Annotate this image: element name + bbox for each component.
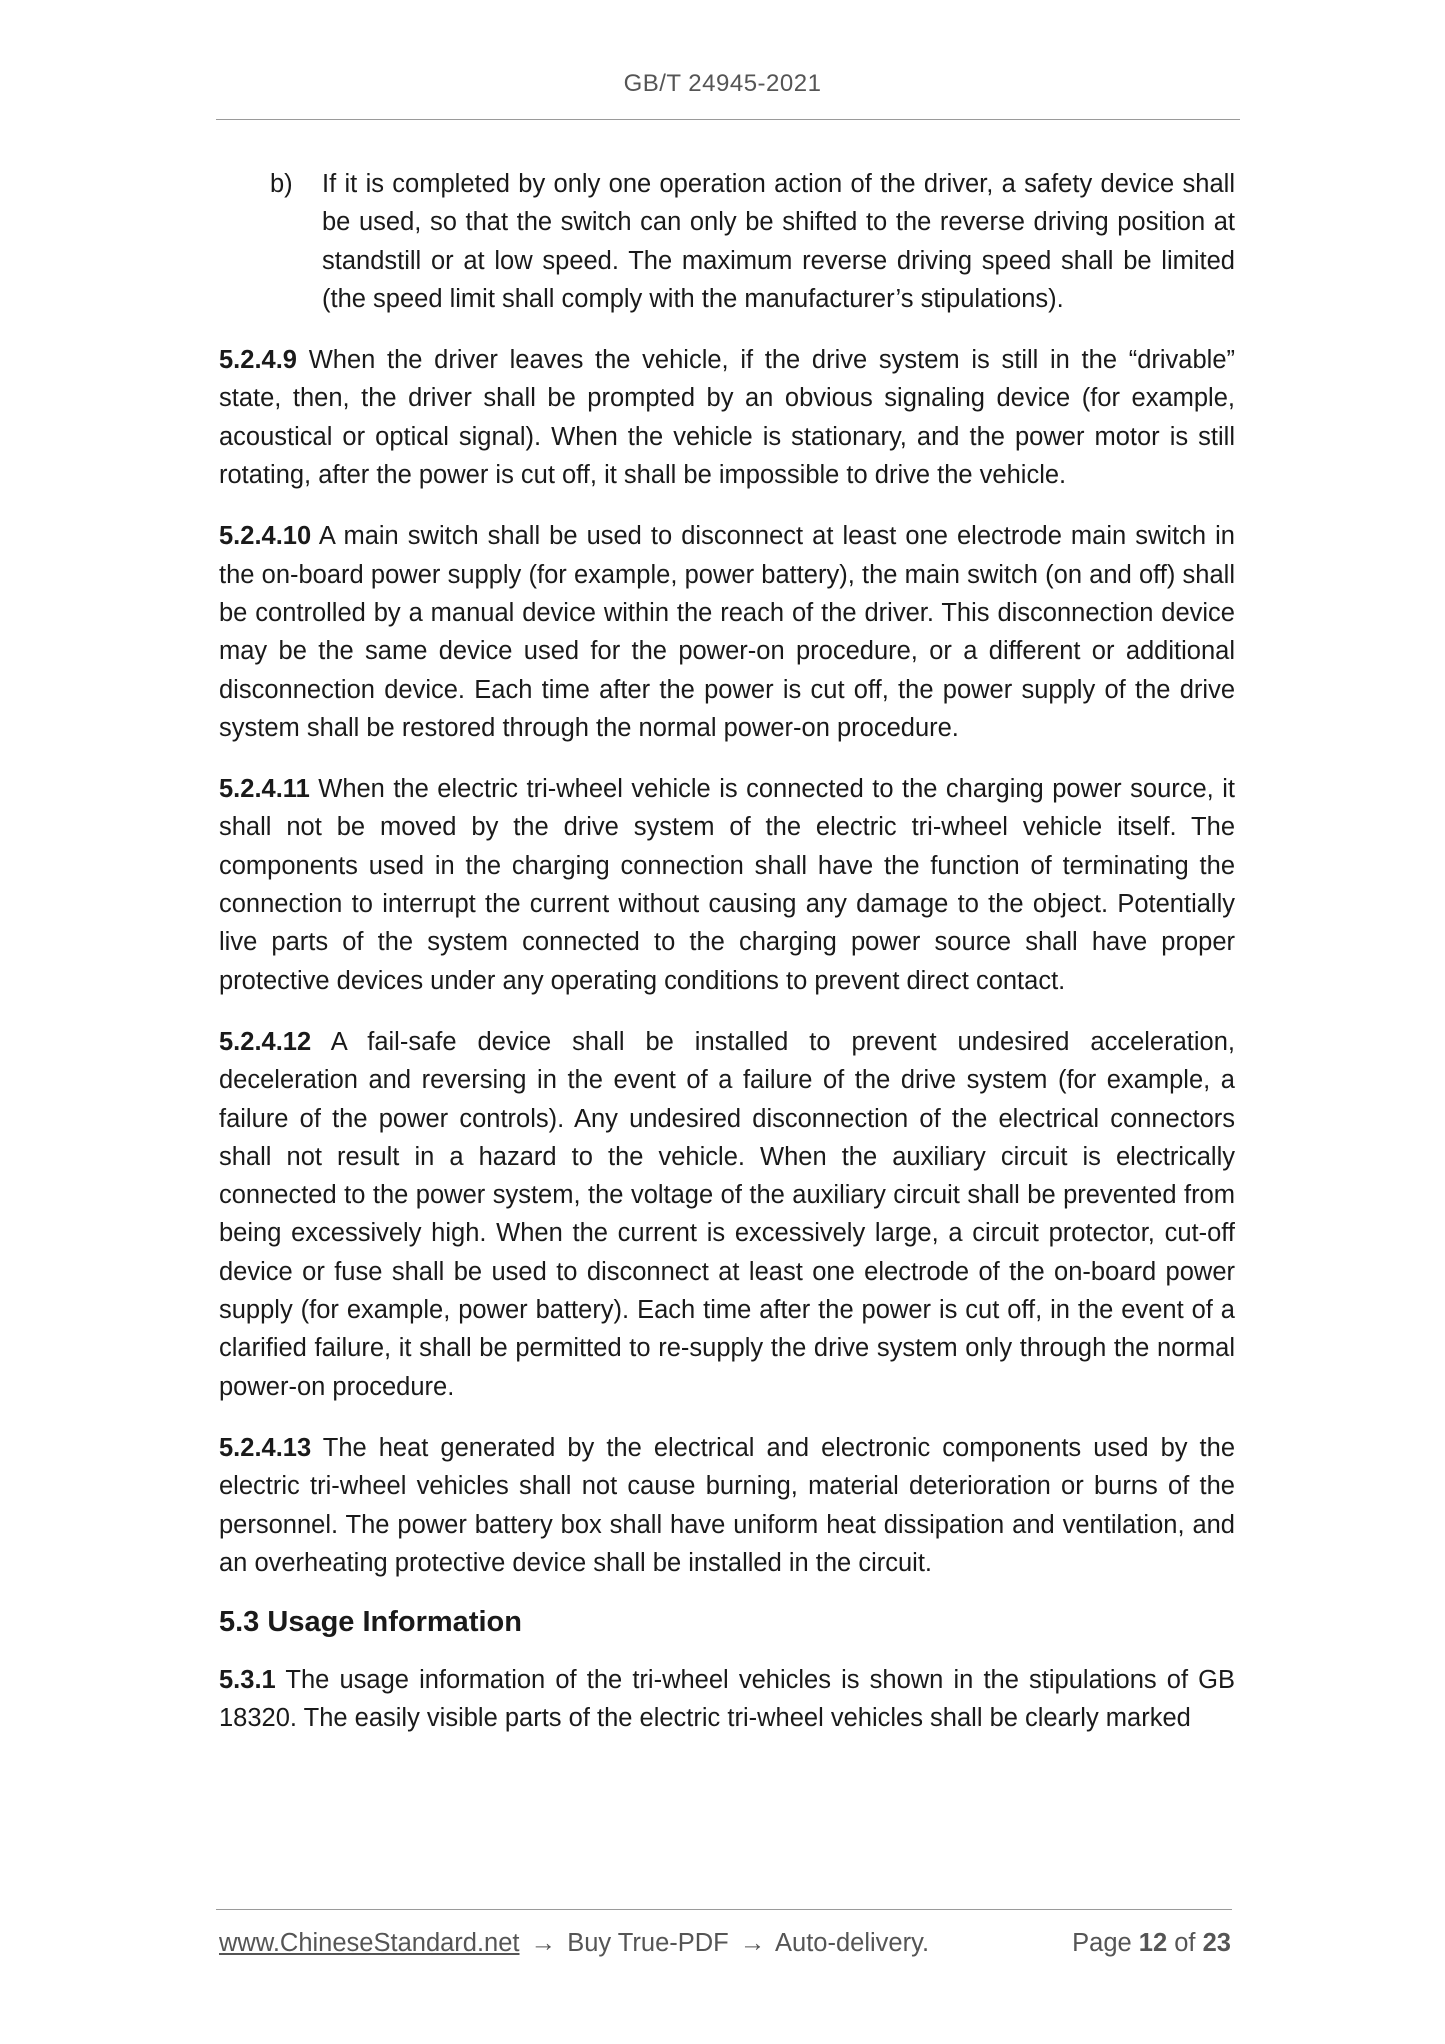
clause-5-2-4-10: [219, 517, 1235, 747]
page-label: Page: [1072, 1929, 1132, 1957]
list-marker: b): [270, 170, 293, 198]
clause-text: The usage information of the tri-wheel vehicles is shown in the stipulations of GB 18320. The easily visible parts of the electric tri-wheel vehicles shall be clearly marked: [219, 1666, 1235, 1733]
clause-text: A fail-safe device shall be installed to prevent undesired acceleration, deceleration and reversing in the event of a failure of the drive system (for example, a failure of the power controls). Any undesired disconnection of the electrical connectors shall not result in a hazard to the vehicle. When the auxiliary circuit is electrically connected to the power system, the voltage of the auxiliary circuit shall be prevented from being excessively high. When the current is excessively large, a circuit protector, cut-off device or fuse shall be used to disconnect at least one electrode of the on-board power supply (for example, power battery). Each time after the power is cut off, in the event of a clarified failure, it shall be permitted to re-supply the drive system only through the normal power-on procedure.: [219, 1027, 1235, 1401]
clause-number: 5.2.4.13: [219, 1433, 312, 1462]
clause-5-2-4-11: [219, 770, 1235, 1000]
clause-5-3-1: [219, 1661, 1235, 1738]
clause-5-2-4-13: [219, 1429, 1235, 1582]
document-code-header: GB/T 24945-2021: [623, 70, 822, 97]
clause-text: When the driver leaves the vehicle, if the drive system is still in the “drivable” state, then, the driver shall be prompted by an obvious signaling device (for example, acoustical or optical signal). When the vehicle is stationary, and the power motor is still rotating, after the power is cut off, it shall be impossible to drive the vehicle.: [219, 346, 1235, 490]
clause-number: 5.2.4.10: [219, 522, 312, 551]
section-heading-5-3: 5.3 Usage Information: [219, 1606, 522, 1639]
arrow-right-icon: →: [739, 1929, 766, 1957]
arrow-right-icon: →: [530, 1929, 557, 1957]
website-link[interactable]: www.ChineseStandard.net: [219, 1929, 520, 1957]
current-page-number: 12: [1138, 1929, 1168, 1957]
auto-delivery-text: Auto-delivery.: [775, 1929, 930, 1957]
page-indicator: [1072, 1929, 1231, 1965]
buy-pdf-text: Buy True-PDF: [567, 1929, 729, 1957]
clause-text: The heat generated by the electrical and electronic components used by the electric tri-wheel vehicles shall not cause burning, material deterioration or burns of the personnel. The power battery box shall have uniform heat dissipation and ventilation, and an overheating protective device shall be installed in the circuit.: [219, 1433, 1236, 1577]
clause-number: 5.2.4.12: [219, 1027, 312, 1056]
clause-5-2-4-9: [219, 341, 1235, 494]
footer-divider: [216, 1909, 1232, 1910]
clause-5-2-4-12: [219, 1023, 1235, 1406]
page-content: [219, 165, 1235, 1738]
footer-promo: [219, 1929, 929, 1965]
clause-number: 5.2.4.11: [219, 775, 310, 804]
clause-number: 5.3.1: [219, 1666, 276, 1695]
clause-number: 5.2.4.9: [219, 346, 297, 375]
list-item-b: [270, 165, 1235, 318]
total-pages-number: 23: [1202, 1929, 1231, 1957]
page-footer: [219, 1929, 1231, 1965]
list-item-text: If it is completed by only one operation action of the driver, a safety device shall be used, so that the switch can only be shifted to the reverse driving position at standstill or at low speed. The maximum reverse driving speed shall be limited (the speed limit shall comply with the manufacturer’s stipulations).: [322, 170, 1235, 313]
header-divider: [216, 119, 1240, 120]
of-label: of: [1174, 1929, 1196, 1957]
clause-text: A main switch shall be used to disconnect at least one electrode main switch in the on-board power supply (for example, power battery), the main switch (on and off) shall be controlled by a manual device within the reach of the driver. This disconnection device may be the same device used for the power-on procedure, or a different or additional disconnection device. Each time after the power is cut off, the power supply of the drive system shall be restored through the normal power-on procedure.: [219, 522, 1235, 742]
clause-text: When the electric tri-wheel vehicle is connected to the charging power source, it shall not be moved by the drive system of the electric tri-wheel vehicle itself. The components used in the charging connection shall have the function of terminating the connection to interrupt the current without causing any damage to the object. Potentially live parts of the system connected to the charging power source shall have proper protective devices under any operating conditions to prevent direct contact.: [219, 775, 1235, 995]
